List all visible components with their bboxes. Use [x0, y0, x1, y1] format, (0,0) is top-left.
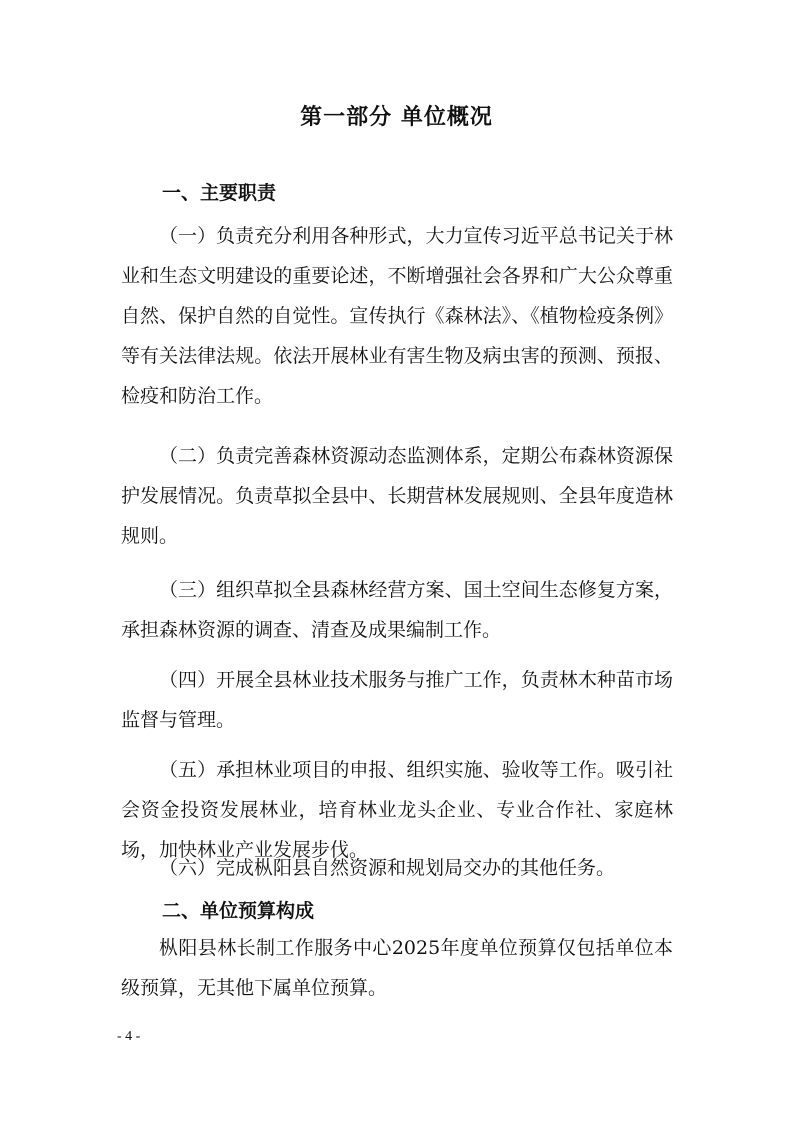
duty-paragraph-1: （一）负责充分利用各种形式，大力宣传习近平总书记关于林业和生态文明建设的重要论述，不断增强社会各界和广大公众尊重自然、保护自然的自觉性。宣传执行《森林法》、《植物检疫条例》等有关法律法规。依法开展林业有害生物及病虫害的预测、预报、检疫和防治工作。	[121, 225, 673, 407]
page-number: - 4 -	[117, 1029, 141, 1044]
duty-paragraph-2: （二）负责完善森林资源动态监测体系，定期公布森林资源保护发展情况。负责草拟全县中、长期营林发展规则、全县年度造林规则。	[121, 445, 673, 547]
section-heading-main-duties: 一、主要职责	[162, 182, 277, 204]
duty-paragraph-3: （三）组织草拟全县森林经营方案、国土空间生态修复方案，承担森林资源的调查、清查及成果编制工作。	[121, 579, 673, 641]
page-title: 第一部分 单位概况	[300, 105, 493, 130]
duty-paragraph-4: （四）开展全县林业技术服务与推广工作，负责林木种苗市场监督与管理。	[121, 669, 673, 731]
section-heading-budget-composition: 二、单位预算构成	[162, 900, 315, 922]
duty-paragraph-5: （五）承担林业项目的申报、组织实施、验收等工作。吸引社会资金投资发展林业，培育林业龙头企业、专业合作社、家庭林场，加快林业产业发展步伐。	[121, 759, 673, 861]
budget-paragraph: 枞阳县林长制工作服务中心2025年度单位预算仅包括单位本级预算，无其他下属单位预算。	[121, 937, 673, 999]
duty-paragraph-6: （六）完成枞阳县自然资源和规划局交办的其他任务。	[159, 857, 616, 879]
